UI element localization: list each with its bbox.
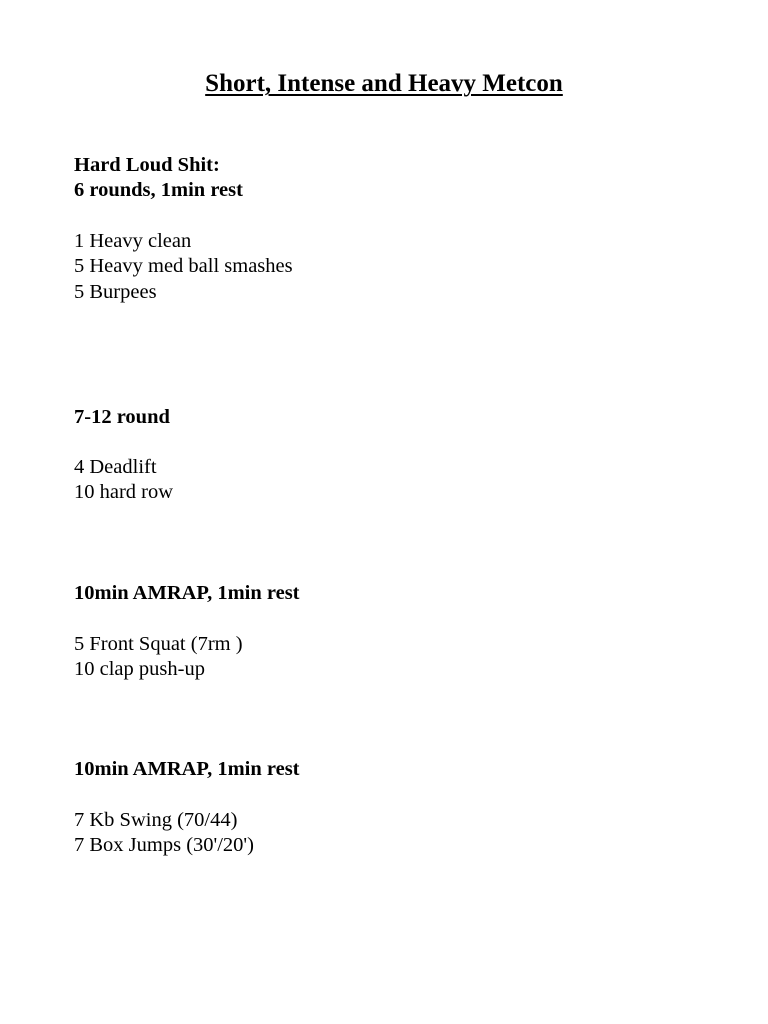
section-1-heading-line-1: Hard Loud Shit: bbox=[74, 154, 220, 176]
section-2-item: 4 Deadlift bbox=[74, 456, 157, 478]
section-3-heading: 10min AMRAP, 1min rest bbox=[74, 582, 300, 604]
section-3-item: 5 Front Squat (7rm ) bbox=[74, 633, 243, 655]
section-1-heading-line-2: 6 rounds, 1min rest bbox=[74, 179, 243, 201]
section-4-item: 7 Kb Swing (70/44) bbox=[74, 809, 238, 831]
section-1-item: 1 Heavy clean bbox=[74, 230, 192, 252]
section-2-item: 10 hard row bbox=[74, 481, 174, 503]
section-4-item: 7 Box Jumps (30'/20') bbox=[74, 834, 254, 856]
section-1-item: 5 Burpees bbox=[74, 281, 157, 303]
section-4-heading: 10min AMRAP, 1min rest bbox=[74, 758, 300, 780]
section-3-item: 10 clap push-up bbox=[74, 658, 205, 680]
document-title: Short, Intense and Heavy Metcon bbox=[205, 70, 563, 97]
section-1-item: 5 Heavy med ball smashes bbox=[74, 255, 293, 277]
section-2-heading: 7-12 round bbox=[74, 406, 170, 428]
